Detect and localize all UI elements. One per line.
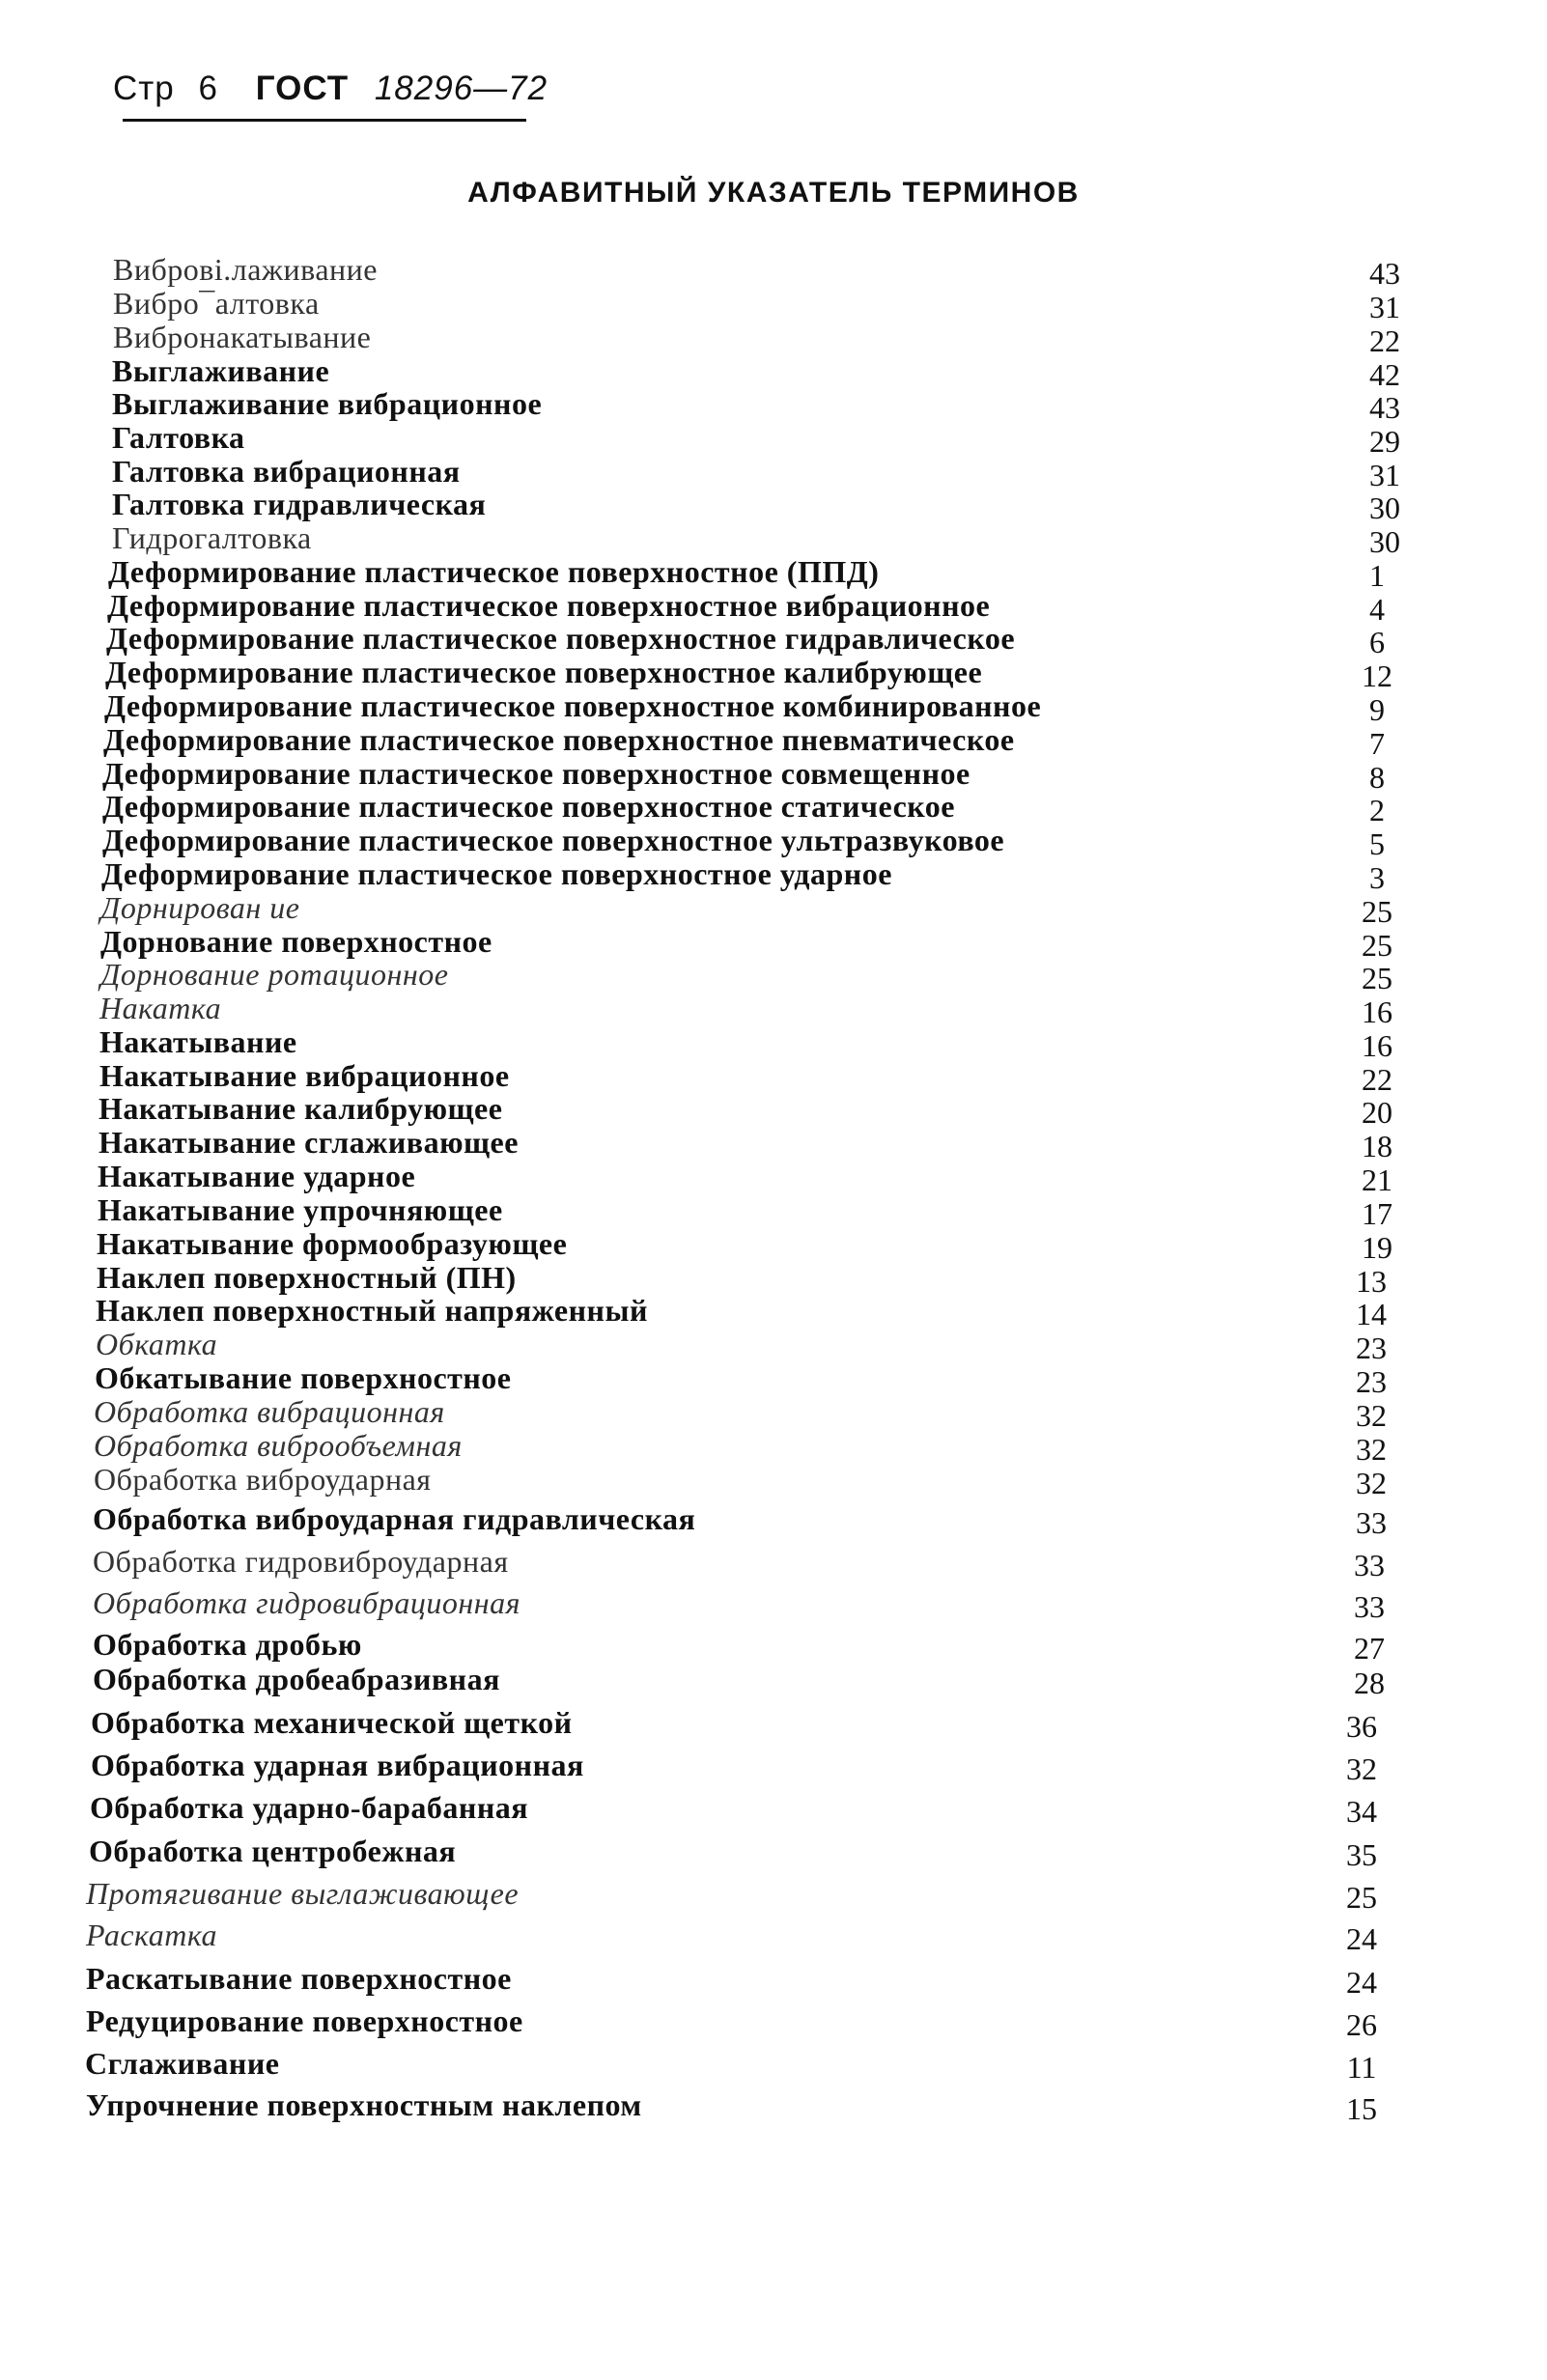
index-entry: [0, 1260, 1547, 1299]
index-term: Наклеп поверхностный (ПН): [97, 1260, 517, 1295]
index-page-number: 43: [1369, 390, 1400, 425]
index-page-number: 5: [1369, 826, 1385, 861]
index-page-number: 27: [1354, 1631, 1385, 1666]
index-term: Обработка центробежная: [89, 1834, 457, 1868]
index-page-number: 33: [1354, 1548, 1385, 1582]
index-term: Виброві.лаживание: [113, 252, 378, 287]
index-entry: [0, 957, 1547, 995]
index-term: Выглаживание вибрационное: [112, 386, 543, 421]
index-page-number: 25: [1362, 894, 1392, 929]
index-term: Упрочнение поверхностным наклепом: [86, 2087, 642, 2122]
index-entry: [0, 353, 1547, 392]
index-page-number: 21: [1362, 1162, 1392, 1197]
index-term: Обработка ударная вибрационная: [91, 1748, 584, 1782]
index-entry: [0, 1585, 1547, 1624]
index-page-number: 11: [1346, 2050, 1377, 2085]
index-page-number: 29: [1369, 424, 1400, 459]
index-page-number: 43: [1369, 256, 1400, 291]
index-term: Деформирование пластическое поверхностное гидравлическое: [106, 621, 1016, 656]
index-entry: [0, 454, 1547, 492]
index-term: Накатывание: [99, 1024, 297, 1059]
index-page-number: 16: [1362, 994, 1392, 1029]
index-term: Вибро¯алтовка: [113, 286, 320, 321]
index-entry: [0, 1360, 1547, 1399]
index-page-number: 15: [1346, 2091, 1377, 2126]
index-page-number: 32: [1356, 1398, 1387, 1433]
index-page-number: 20: [1362, 1095, 1392, 1130]
index-page-number: 26: [1346, 2007, 1377, 2042]
index-entry: [0, 1748, 1547, 1786]
index-page-number: 24: [1346, 1921, 1377, 1956]
index-page-number: 19: [1362, 1230, 1392, 1265]
index-page-number: 25: [1346, 1880, 1377, 1915]
index-entry: [0, 1834, 1547, 1872]
index-entry: [0, 722, 1547, 761]
index-page-number: 32: [1346, 1751, 1377, 1786]
index-page-number: 30: [1369, 490, 1400, 525]
index-entry: [0, 991, 1547, 1029]
index-term: Обработка вибрационная: [94, 1394, 445, 1429]
index-entry: [0, 688, 1547, 727]
index-entry: [0, 1394, 1547, 1433]
index-page-number: 30: [1369, 524, 1400, 559]
index-term: Обработка дробью: [93, 1627, 362, 1662]
index-entry: [0, 823, 1547, 861]
index-entry: [0, 487, 1547, 525]
index-term: Накатывание упрочняющее: [98, 1192, 503, 1227]
index-entry: [0, 1226, 1547, 1265]
index-entry: [0, 1327, 1547, 1365]
index-term: Деформирование пластическое поверхностное комбинированное: [104, 688, 1042, 723]
index-term: Наклеп поверхностный напряженный: [96, 1293, 648, 1328]
index-term: Дорнование ротационное: [100, 957, 449, 992]
index-term: Вибронакатывание: [113, 320, 372, 354]
index-entry: [0, 588, 1547, 627]
index-page-number: 33: [1354, 1589, 1385, 1624]
index-entry: [0, 1024, 1547, 1063]
index-entry: [0, 1293, 1547, 1331]
index-page-number: 16: [1362, 1028, 1392, 1063]
index-term: Накатывание вибрационное: [99, 1058, 510, 1093]
index-page-number: 35: [1346, 1837, 1377, 1872]
index-page-number: 23: [1356, 1330, 1387, 1365]
index-page-number: 1: [1369, 558, 1385, 593]
index-page-number: 25: [1362, 928, 1392, 963]
index-entry: [0, 420, 1547, 459]
index-term: Гидрогалтовка: [112, 520, 312, 555]
index-entry: [0, 1961, 1547, 2000]
index-entry: [0, 856, 1547, 895]
index-term: Обработка дробеабразивная: [93, 1662, 500, 1696]
index-entry: [0, 1544, 1547, 1582]
index-entry: [0, 655, 1547, 693]
index-term: Деформирование пластическое поверхностное ударное: [101, 856, 892, 891]
index-term: Выглаживание: [112, 353, 330, 388]
index-entry: [0, 554, 1547, 593]
index-entry: [0, 890, 1547, 929]
index-term: Сглаживание: [85, 2046, 280, 2081]
index-page-number: 9: [1369, 692, 1385, 727]
index-page-number: 13: [1356, 1264, 1387, 1299]
standard-label: ГОСТ: [255, 70, 350, 107]
index-entry: [0, 320, 1547, 358]
index-page-number: 32: [1356, 1466, 1387, 1500]
index-entry: [0, 1790, 1547, 1829]
index-entry: [0, 1192, 1547, 1231]
page-label: Стр: [113, 70, 175, 107]
index-page-number: 23: [1356, 1364, 1387, 1399]
index-page-number: 14: [1356, 1297, 1387, 1331]
index-page-number: 18: [1362, 1129, 1392, 1163]
index-page-number: 34: [1346, 1794, 1377, 1829]
index-entry: [0, 1501, 1547, 1540]
index-entry: [0, 2046, 1547, 2085]
index-term: Галтовка вибрационная: [112, 454, 461, 489]
index-entry: [0, 1058, 1547, 1097]
index-page-number: 2: [1369, 793, 1385, 827]
index-entry: [0, 520, 1547, 559]
index-page-number: 32: [1356, 1432, 1387, 1467]
index-term: Галтовка гидравлическая: [112, 487, 487, 521]
index-term: Обработка ударно-барабанная: [90, 1790, 529, 1825]
index-page-number: 25: [1362, 961, 1392, 995]
index-entry: [0, 621, 1547, 659]
index-page-number: 31: [1369, 290, 1400, 324]
index-page-number: 6: [1369, 625, 1385, 659]
index-term: Деформирование пластическое поверхностное (ППД): [108, 554, 880, 589]
index-entry: [0, 1627, 1547, 1666]
page-number: 6: [198, 70, 218, 107]
index-term: Обкатка: [96, 1327, 218, 1361]
index-page-number: 4: [1369, 592, 1385, 627]
index-page-number: 36: [1346, 1709, 1377, 1744]
index-entry: [0, 386, 1547, 425]
index-entry: [0, 252, 1547, 291]
index-term: Дорнирован ие: [100, 890, 300, 925]
index-entry: [0, 1876, 1547, 1915]
index-page-number: 7: [1369, 726, 1385, 761]
index-term: Накатывание калибрующее: [98, 1091, 503, 1126]
index-term: Деформирование пластическое поверхностное пневматическое: [103, 722, 1015, 757]
index-term: Обкатывание поверхностное: [95, 1360, 512, 1395]
index-term: Протягивание выглаживающее: [86, 1876, 520, 1911]
index-page-number: 8: [1369, 760, 1385, 795]
index-term: Деформирование пластическое поверхностное ультразвуковое: [102, 823, 1005, 857]
index-term: Раскатка: [86, 1918, 217, 1952]
index-entry: [0, 924, 1547, 963]
index-title: АЛФАВИТНЫЙ УКАЗАТЕЛЬ ТЕРМИНОВ: [467, 177, 1080, 209]
index-entry: [0, 1462, 1547, 1500]
index-entry: [0, 1918, 1547, 1956]
index-entry: [0, 1662, 1547, 1700]
standard-number: 18296—72: [374, 70, 548, 107]
index-page-number: 3: [1369, 860, 1385, 895]
index-page-number: 28: [1354, 1666, 1385, 1700]
index-term: Деформирование пластическое поверхностное совмещенное: [102, 756, 970, 791]
index-page-number: 22: [1369, 323, 1400, 358]
index-term: Раскатывание поверхностное: [86, 1961, 512, 1996]
index-entry: [0, 2003, 1547, 2042]
index-term: Обработка виброобъемная: [94, 1428, 463, 1463]
index-entry: [0, 756, 1547, 795]
index-page-number: 42: [1369, 357, 1400, 392]
index-term: Обработка механической щеткой: [91, 1705, 573, 1740]
index-term: Галтовка: [112, 420, 245, 455]
index-term: Деформирование пластическое поверхностное вибрационное: [107, 588, 991, 623]
index-page-number: 24: [1346, 1965, 1377, 2000]
index-entry: [0, 1705, 1547, 1744]
index-entry: [0, 1159, 1547, 1197]
index-term: Обработка гидровиброударная: [93, 1544, 509, 1579]
index-term: Обработка гидровибрационная: [93, 1585, 520, 1620]
index-term: Накатывание ударное: [98, 1159, 416, 1193]
index-term: Накатка: [99, 991, 222, 1025]
index-entry: [0, 2087, 1547, 2126]
index-entry: [0, 1091, 1547, 1130]
index-term: Накатывание формообразующее: [97, 1226, 568, 1261]
index-entry: [0, 1428, 1547, 1467]
index-page-number: 31: [1369, 458, 1400, 492]
index-term: Накатывание сглаживающее: [98, 1125, 519, 1160]
index-page-number: 22: [1362, 1062, 1392, 1097]
index-term: Обработка виброударная: [94, 1462, 432, 1497]
index-entry: [0, 789, 1547, 827]
index-term: Обработка виброударная гидравлическая: [93, 1501, 696, 1536]
index-term: Деформирование пластическое поверхностное статическое: [102, 789, 955, 824]
index-entry: [0, 1125, 1547, 1163]
index-term: Дорнование поверхностное: [100, 924, 492, 959]
index-term: Деформирование пластическое поверхностное калибрующее: [105, 655, 983, 689]
index-entry: [0, 286, 1547, 324]
index-page-number: 33: [1356, 1505, 1387, 1540]
index-page-number: 17: [1362, 1196, 1392, 1231]
index-page-number: 12: [1362, 658, 1392, 693]
index-term: Редуцирование поверхностное: [86, 2003, 523, 2038]
